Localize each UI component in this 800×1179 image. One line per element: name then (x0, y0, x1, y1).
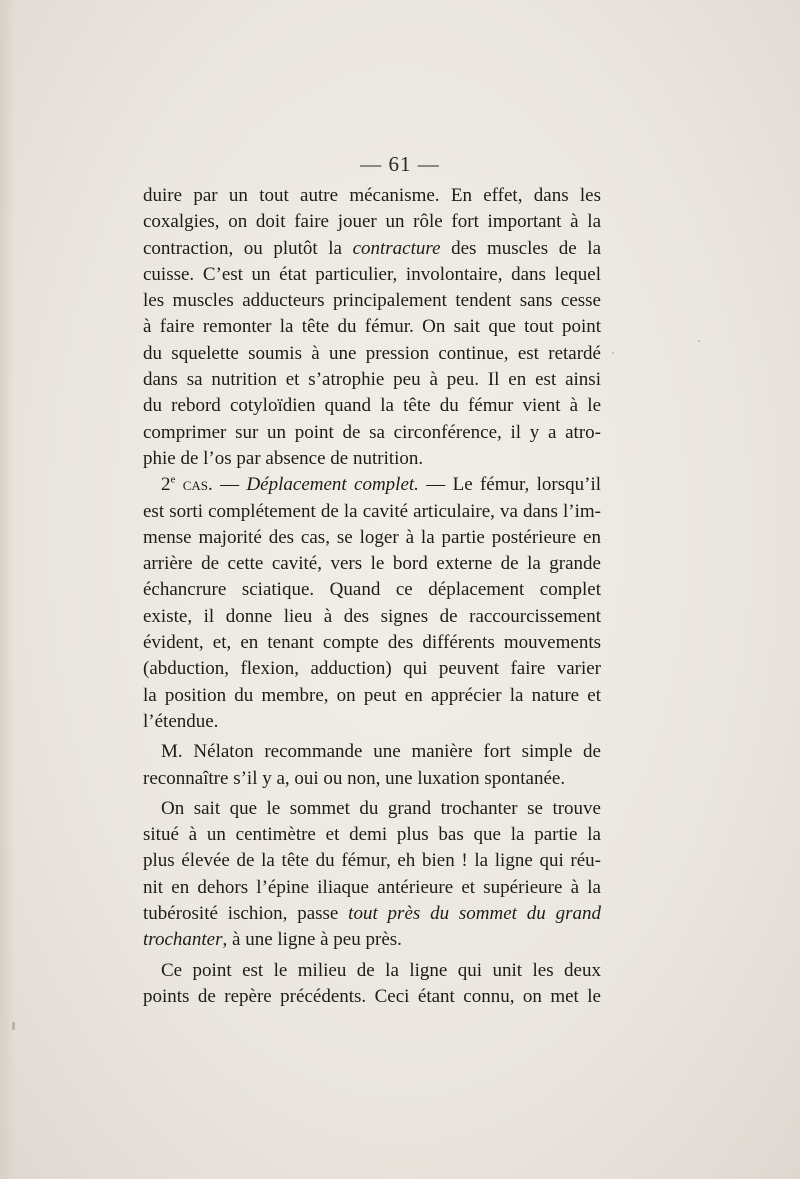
text-line: les muscles adducteurs principalement tendent sans cesse (143, 290, 601, 312)
text-line: à faire remonter la tête du fémur. On sait que tout point (143, 316, 601, 338)
text-line (143, 236, 601, 262)
italic-term-trochanter: trochanter (143, 929, 223, 951)
text-line: du squelette soumis à une pression continue, est retardé (143, 342, 601, 364)
text-line: existe, il donne lieu à des signes de raccourcissement (143, 605, 601, 627)
text-line: coxalgies, on doit faire jouer un rôle fort important à la (143, 211, 601, 233)
text-run: — Le fémur, lorsqu’il (418, 474, 602, 496)
text-line: situé à un centimètre et demi plus bas que la partie la (143, 824, 601, 846)
case-heading-line (143, 472, 601, 498)
case-label: cas. (182, 474, 213, 496)
dash: — (212, 474, 247, 496)
text-run: , à une ligne à peu près. (222, 929, 402, 951)
text-line: du rebord cotyloïdien quand la tête du fémur vient à le (143, 395, 601, 417)
text-line: mense majorité des cas, se loger à la partie postérieure en (143, 526, 601, 548)
text-line: la position du membre, on peut en apprécier la nature et (143, 684, 601, 706)
text-line: échancrure sciatique. Quand ce déplacement complet (143, 579, 601, 601)
text-line: plus élevée de la tête du fémur, eh bien ! la ligne qui réu- (143, 850, 601, 872)
text-line: comprimer sur un point de sa circonférence, il y a atro- (143, 421, 601, 443)
text-line: phie de l’os par absence de nutrition. (143, 447, 424, 469)
page-number: — 61 — (360, 152, 440, 176)
text-line: points de repère précédents. Ceci étant connu, on met le (143, 985, 601, 1007)
text-line: dans sa nutrition et s’atrophie peu à peu. Il en est ainsi (143, 369, 601, 391)
text-run: contraction, ou plutôt la (143, 237, 353, 259)
text-line: cuisse. C’est un état particulier, involontaire, dans lequel (143, 263, 601, 285)
italic-term-contracture: contracture (352, 237, 441, 259)
text-line (143, 901, 601, 927)
text-line: duire par un tout autre mécanisme. En effet, dans les (143, 185, 601, 206)
italic-phrase: tout près du sommet du grand (348, 903, 601, 925)
text-line: On sait que le sommet du grand trochanter se trouve (161, 797, 601, 819)
text-line: Ce point est le milieu de la ligne qui unit les deux (161, 959, 601, 981)
text-run: des muscles de la (440, 237, 601, 259)
text-line: évident, et, en tenant compte des différents mouvements (143, 632, 601, 654)
text-line: (abduction, flexion, adduction) qui peuvent faire varier (143, 658, 601, 680)
case-title: Déplacement complet. (246, 474, 419, 496)
body-text (143, 183, 601, 1010)
case-number: 2 (161, 474, 171, 496)
text-line: nit en dehors l’épine iliaque antérieure et supérieure à la (143, 876, 601, 898)
text-line (143, 927, 601, 953)
case-number-suffix: e (170, 473, 176, 486)
text-line: l’étendue. (143, 710, 219, 732)
paper-speck (698, 340, 700, 342)
text-line: arrière de cette cavité, vers le bord externe de la grande (143, 553, 601, 575)
paper-speck (12, 1022, 15, 1030)
text-line: M. Nélaton recommande une manière fort simple de (161, 741, 601, 763)
text-run: tubérosité ischion, passe (143, 903, 349, 925)
text-line: est sorti complétement de la cavité articulaire, va dans l’im- (143, 500, 601, 522)
paper-speck (612, 352, 614, 354)
text-line: reconnaître s’il y a, oui ou non, une luxation spontanée. (143, 767, 566, 789)
